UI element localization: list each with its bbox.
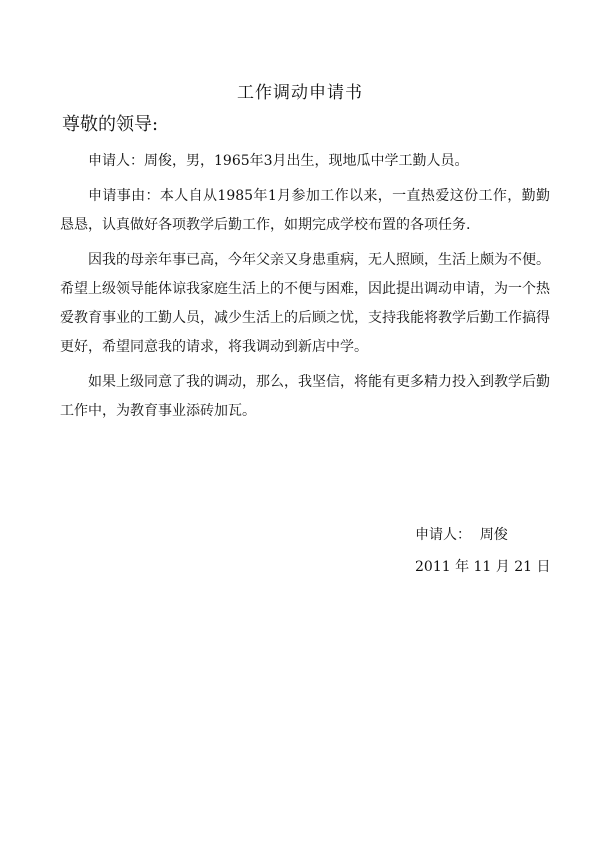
signature-block [415, 519, 551, 583]
salutation: 尊敬的领导: [62, 114, 159, 135]
document-title: 工作调动申请书 [237, 83, 363, 103]
paragraph-family-situation: 因我的母亲年事已高，今年父亲又身患重病，无人照顾，生活上颇为不便。希望上级领导能体谅我家庭生活上的不便与困难，因此提出调动申请，为一个热爱教育事业的工勤人员，减少生活上的后顾之忧，支持我能将教学后勤工作搞得更好，希望同意我的请求，将我调动到新店中学。 [60, 252, 550, 355]
paragraph-reason: 申请事由：本人自从1985年1月参加工作以来，一直热爱这份工作，勤勤恳恳，认真做好各项教学后勤工作，如期完成学校布置的各项任务. [60, 188, 550, 233]
document-body [60, 147, 550, 432]
paragraph-closing: 如果上级同意了我的调动，那么，我坚信，将能有更多精力投入到教学后勤工作中，为教育事业添砖加瓦。 [60, 374, 550, 419]
signature-date: 2011 年 11 月 21 日 [415, 559, 551, 575]
signature-applicant: 申请人： 周俊 [415, 527, 508, 543]
paragraph-applicant-info: 申请人：周俊，男，1965年3月出生，现地瓜中学工勤人员。 [88, 153, 469, 169]
